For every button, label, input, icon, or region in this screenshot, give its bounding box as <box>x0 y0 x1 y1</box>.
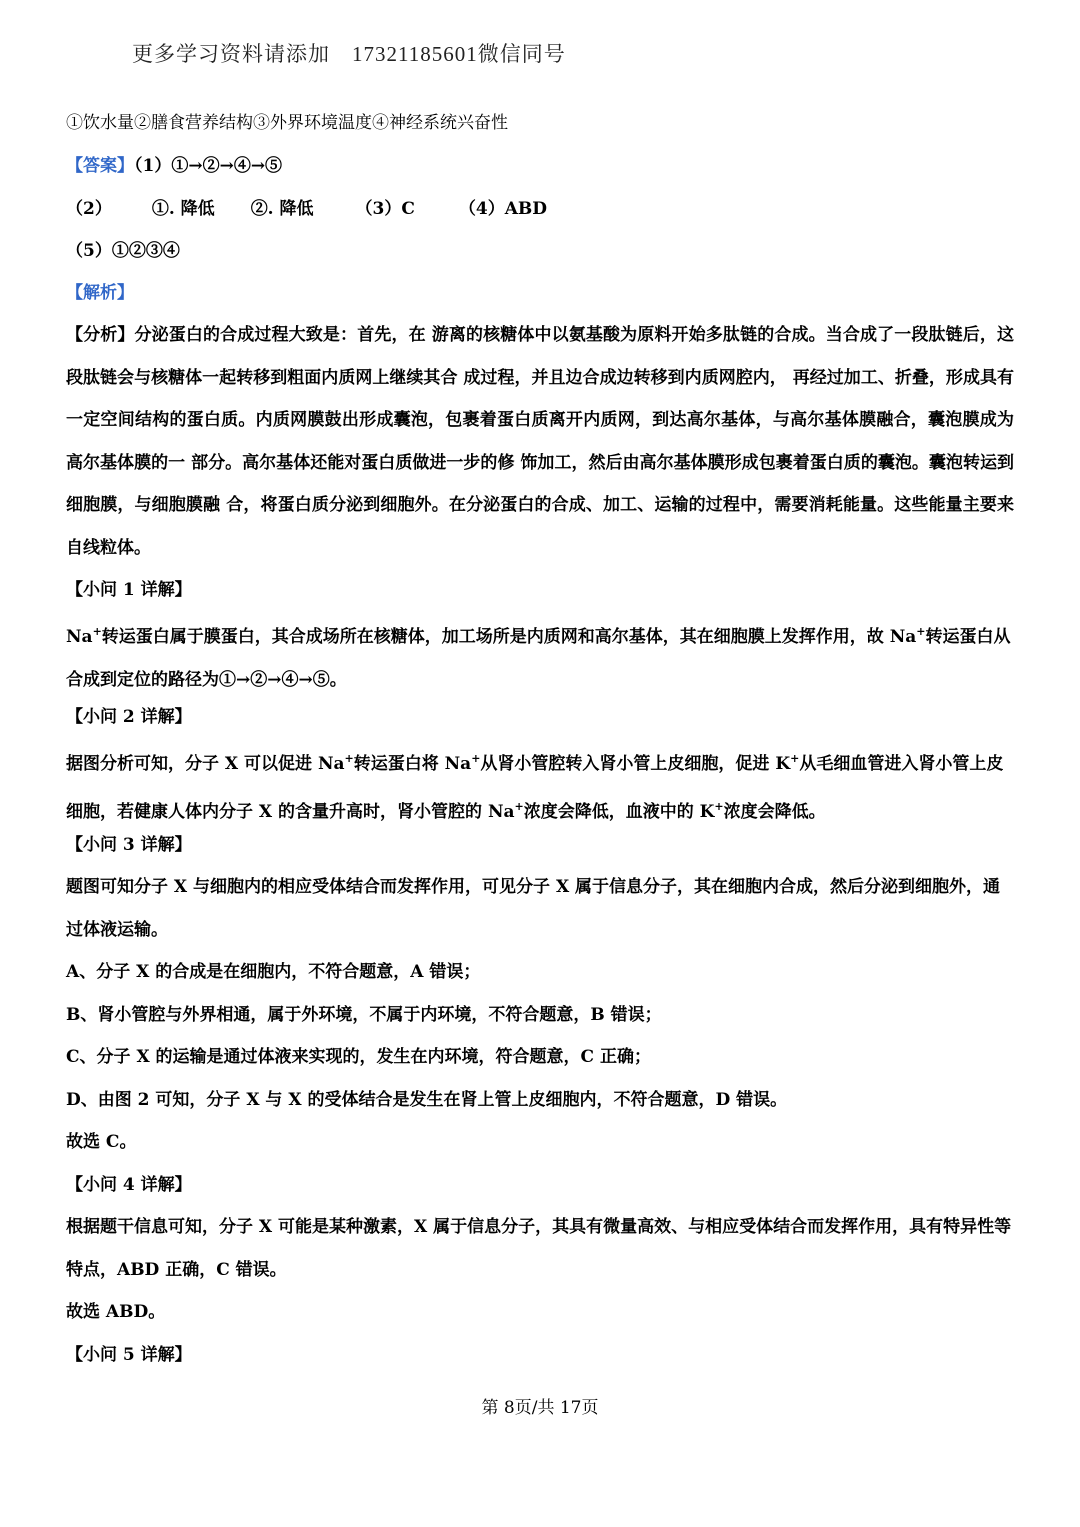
q2-p2: 转运蛋白将 Na <box>353 754 472 774</box>
question-options: ①饮水量②膳食营养结构③外界环境温度④神经系统兴奋性 <box>66 113 508 133</box>
q1-label: 【小问 1 详解】 <box>66 580 192 600</box>
q2-label: 【小问 2 详解】 <box>66 707 192 727</box>
answer-line-2 <box>66 197 1016 221</box>
analysis-label: 【解析】 <box>66 283 134 303</box>
q5-label: 【小问 5 详解】 <box>66 1345 192 1365</box>
analysis-paragraph <box>66 314 1014 570</box>
q2-sup-5: + <box>714 799 724 813</box>
q4-label: 【小问 4 详解】 <box>66 1175 192 1195</box>
answer-q2-a: ①. 降低 <box>151 199 215 219</box>
answer-line-1 <box>66 154 1016 178</box>
analysis-text: 分泌蛋白的合成过程大致是：首先，在 游离的核糖体中以氨基酸为原料开始多肽链的合成。当合成了一段肽链后，这段肽链会与核糖体一起转移到粗面内质网上继续其合 成过程，并且边合成边转移到内质网腔内， 再经过加工、折叠，形成具有一定空间结构的蛋白质。内质网膜鼓出形成囊泡，包裹着蛋白质离开内质网，到达高尔基体，与高尔基体膜融合，囊泡膜成为高尔基体膜的一 部分。高尔基体还能对蛋白质做进一步的修 饰加工，然后由高尔基体膜形成包裹着蛋白质的囊泡。囊泡转运到细胞膜，与细胞膜融 合，将蛋白质分泌到细胞外。在分泌蛋白的合成、加工、运输的过程中，需要消耗能量。这些能量主要来自线粒体。 <box>66 325 1014 558</box>
answer-q2-num: （2） <box>66 199 112 219</box>
q1-sup: + <box>92 625 102 638</box>
q2-p3: 从肾小管腔转入肾小管上皮细胞，促进 K <box>480 754 791 774</box>
q2-paragraph <box>66 738 1014 833</box>
q4-paragraph: 根据题干信息可知，分子 X 可能是某种激素，X 属于信息分子，其具有微量高效、与相应受体结合而发挥作用，具有特异性等特点，ABD 正确，C 错误。 <box>66 1217 1012 1280</box>
q3-option-a: A、分子 X 的合成是在细胞内，不符合题意，A 错误； <box>66 962 481 982</box>
q1-text2: 转运蛋白从合成到定位的路径为①→②→④→⑤。 <box>66 627 1011 690</box>
q3-paragraph: 题图可知分子 X 与细胞内的相应受体结合而发挥作用，可见分子 X 属于信息分子，其在细胞内合成，然后分泌到细胞外，通过体液运输。 <box>66 877 1001 940</box>
page-footer: 第 8页/共 17页 <box>481 1398 599 1418</box>
q2-p5: 浓度会降低，血液中的 K <box>523 801 715 822</box>
page-header <box>132 38 566 68</box>
q1-paragraph <box>66 611 1014 701</box>
q4-choice: 故选 ABD。 <box>66 1302 166 1322</box>
q2-sup-2: + <box>471 752 481 765</box>
q3-option-d: D、由图 2 可知，分子 X 与 X 的受体结合是发生在肾上管上皮细胞内，不符合题意，D 错误。 <box>66 1090 788 1110</box>
answer-q5: （5）①②③④ <box>66 241 180 261</box>
header-phone: 17321185601微信同号 <box>352 42 566 66</box>
answer-q4: （4）ABD <box>458 199 548 219</box>
q1-sup-2: + <box>916 625 926 638</box>
header-text: 更多学习资料请添加 <box>132 42 330 66</box>
q3-label: 【小问 3 详解】 <box>66 835 192 855</box>
q2-sup-1: + <box>344 752 354 765</box>
q1-na: Na <box>66 627 93 647</box>
answer-q2-b: ②. 降低 <box>250 199 314 219</box>
q3-choice: 故选 C。 <box>66 1132 137 1152</box>
q1-text1: 转运蛋白属于膜蛋白，其合成场所在核糖体，加工场所是内质网和高尔基体，其在细胞膜上发挥作用，故 Na <box>101 627 917 647</box>
q2-p4: 从毛细血管进入肾小管上皮细胞，若健康人体内分子 X 的含量升高时，肾小管腔的 Na <box>66 754 1004 822</box>
q3-option-b: B、肾小管腔与外界相通，属于外环境，不属于内环境，不符合题意，B 错误； <box>66 1005 662 1025</box>
answer-q1: （1）①→②→④→⑤ <box>134 156 283 176</box>
q2-p6: 浓度会降低。 <box>723 801 826 822</box>
analysis-sub-label: 【分析】 <box>66 325 135 345</box>
q2-sup-4: + <box>514 799 524 813</box>
q2-p1: 据图分析可知，分子 X 可以促进 Na <box>66 754 345 774</box>
q2-sup-3: + <box>790 752 800 765</box>
answer-q3: （3）C <box>355 199 415 219</box>
q3-option-c: C、分子 X 的运输是通过体液来实现的，发生在内环境，符合题意，C 正确； <box>66 1047 652 1067</box>
answer-label: 【答案】 <box>66 156 134 176</box>
